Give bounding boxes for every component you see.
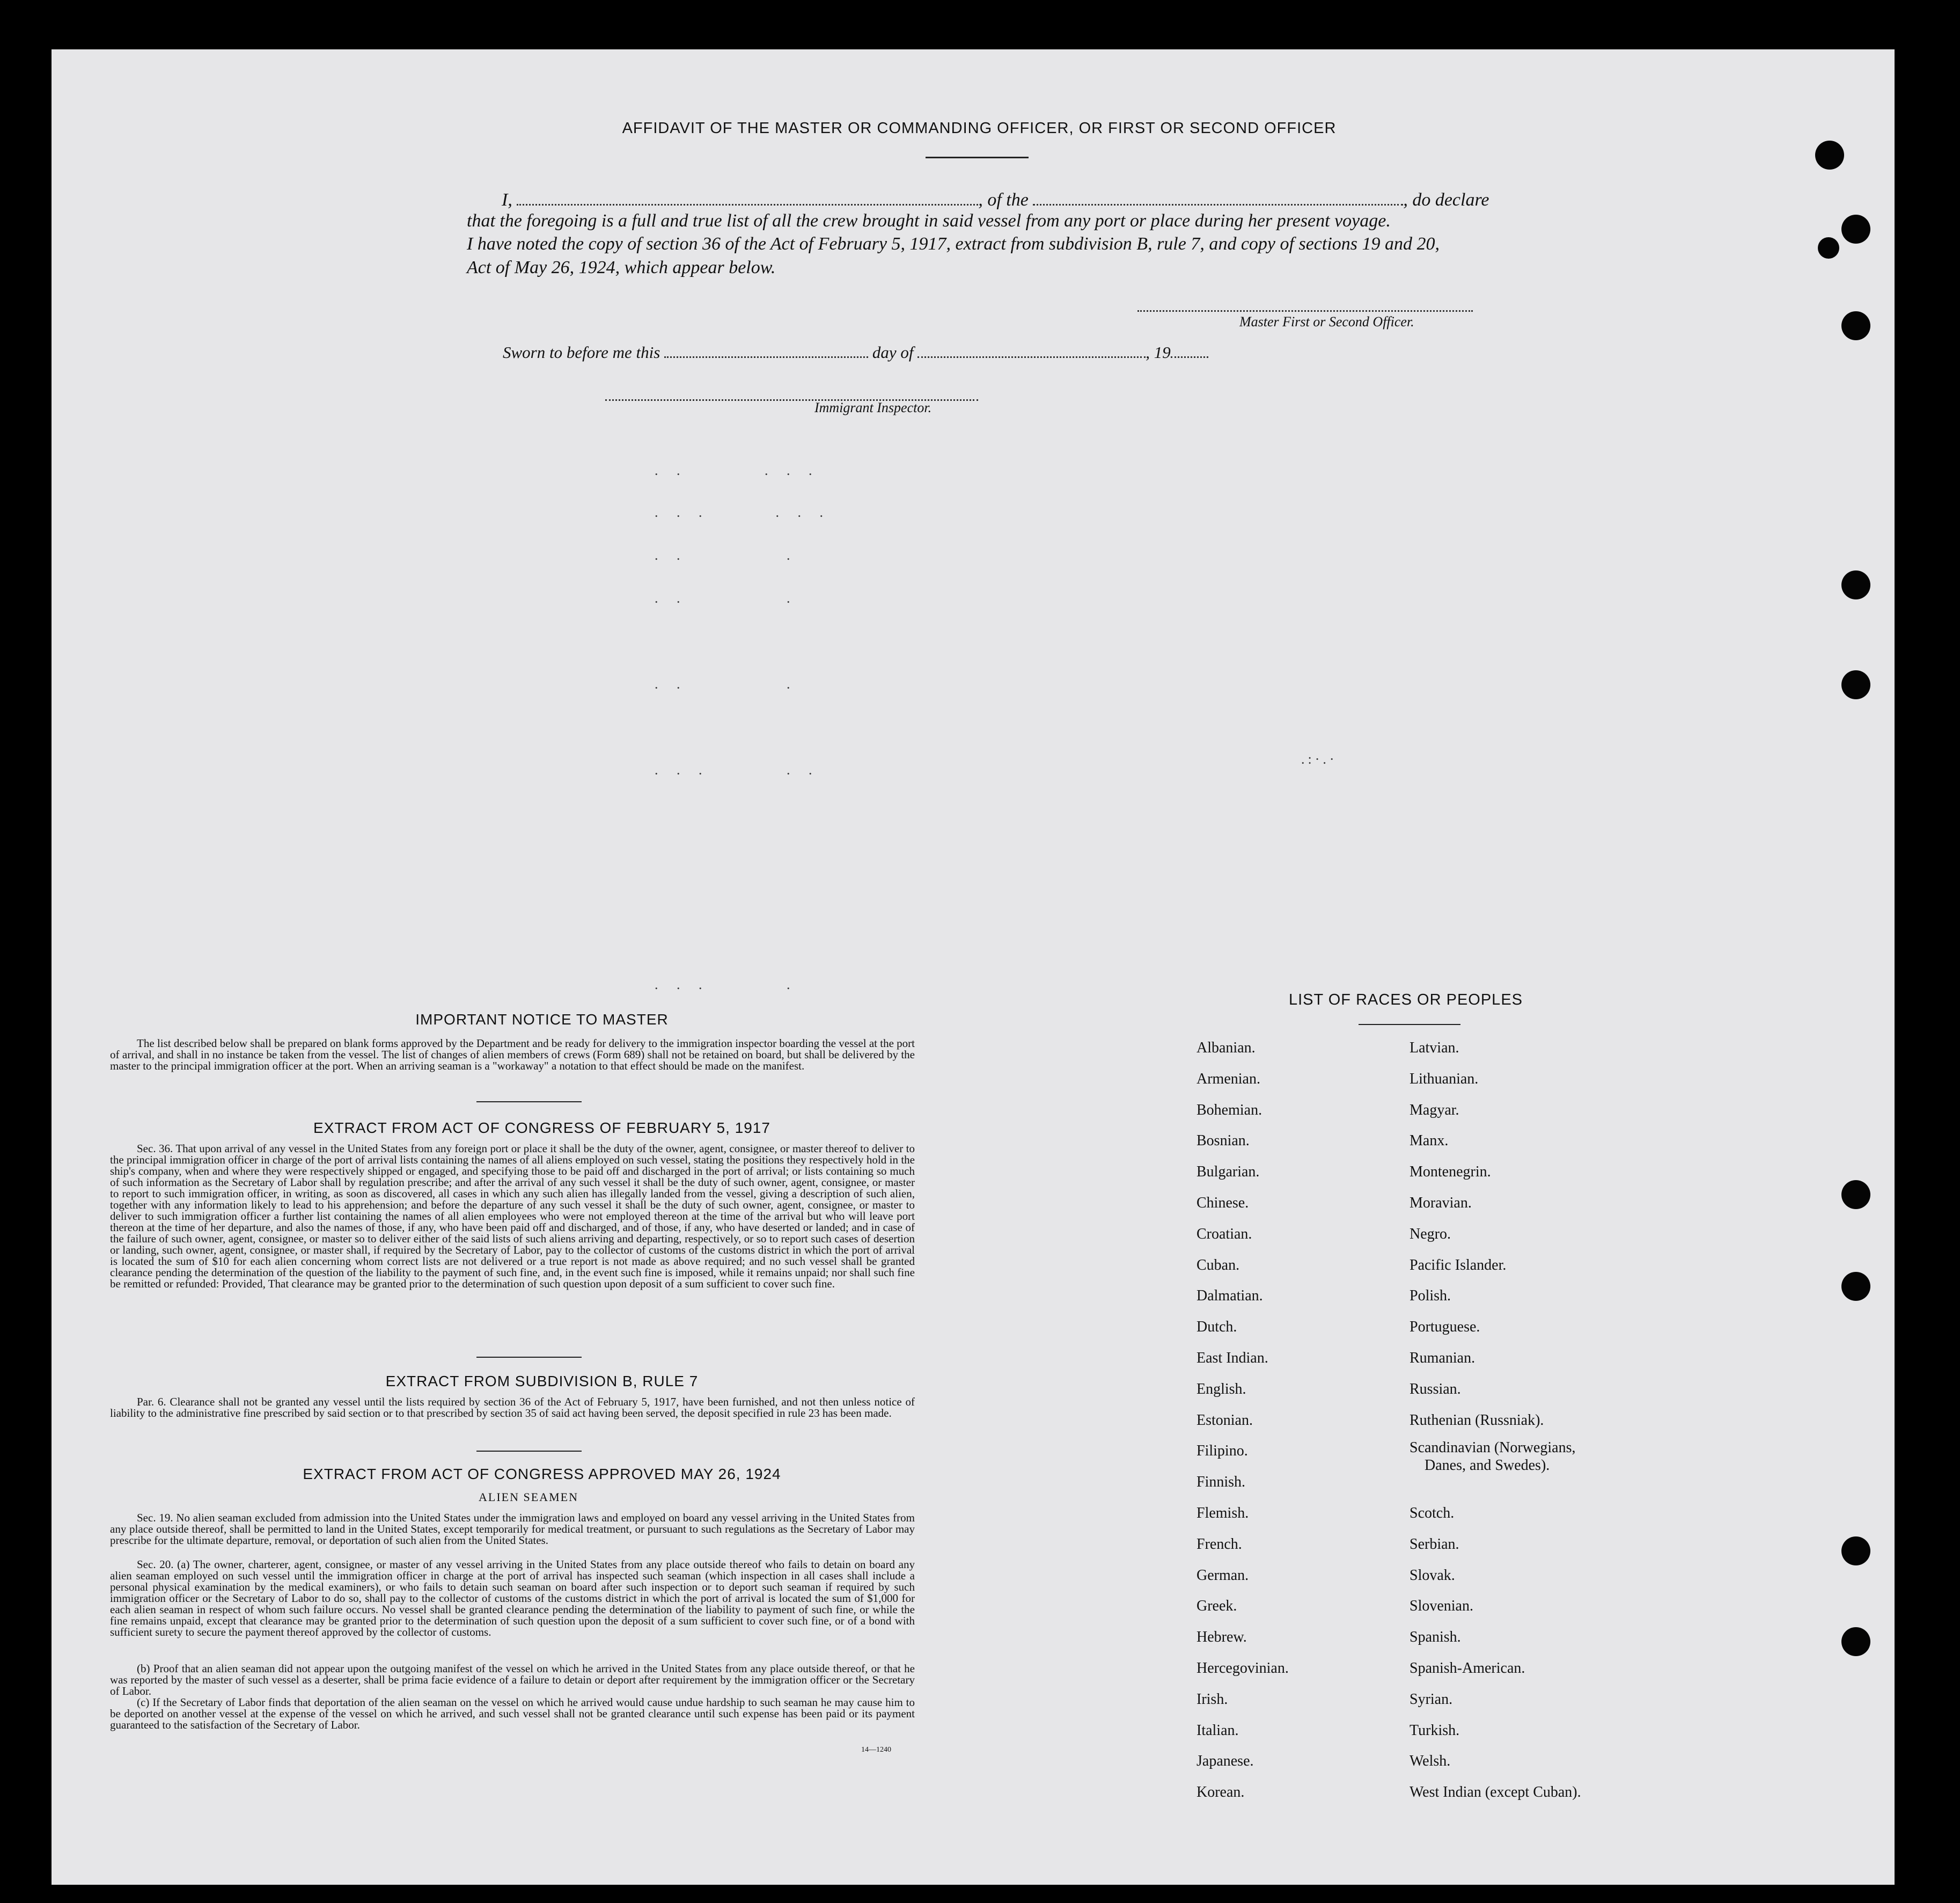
scan-specks: . . . xyxy=(655,590,798,606)
affidavit-title: AFFIDAVIT OF THE MASTER OR COMMANDING OFFICER, OR FIRST OR SECOND OFFICER xyxy=(622,120,1337,137)
affidavit-line-1 xyxy=(502,188,1489,210)
master-signature-field[interactable] xyxy=(1137,294,1473,312)
form-number: 14—1240 xyxy=(861,1746,891,1754)
race-item: Croatian. xyxy=(1196,1226,1252,1242)
scan-specks: . . . xyxy=(655,676,798,692)
race-item: Greek. xyxy=(1196,1598,1237,1614)
scan-specks: . . . . . xyxy=(655,463,820,478)
affidavit-line-4: Act of May 26, 1924, which appear below. xyxy=(467,258,776,277)
binder-hole xyxy=(1841,1180,1870,1209)
race-item: Serbian. xyxy=(1410,1536,1459,1553)
notice-body: The list described below shall be prepared on blank forms approved by the Department and be ready for delivery to the immigration inspector boarding the vessel at the port of arrival, and shall in no instance be taken from the vessel. The list of changes of alien members of crews (Form 689) shall not be retained on board, but shall be delivered by the master to the principal immigration officer at the port. When an arriving seaman is a "workaway" a notation to that effect should be made on the manifest. xyxy=(110,1037,915,1072)
race-item: Spanish. xyxy=(1410,1629,1461,1645)
scan-specks: .:·.· xyxy=(1301,751,1338,767)
notice-title: IMPORTANT NOTICE TO MASTER xyxy=(415,1011,669,1028)
race-item: Estonian. xyxy=(1196,1412,1253,1429)
race-item: Finnish. xyxy=(1196,1474,1246,1490)
extract-1924-sec19: Sec. 19. No alien seaman excluded from admission into the United States under the immigration laws and employed on board any vessel arriving in the United States from any place outside thereof, shall be permitted to land in the United States, except temporarily for medical treatment, or pursuant to such regulations as the Secretary of Labor may prescribe for the ultimate departure, removal, or deportation of such alien from the United States. xyxy=(110,1511,915,1547)
sworn-year-field[interactable] xyxy=(1171,340,1208,358)
race-item: Slovak. xyxy=(1410,1567,1455,1584)
race-item: Bosnian. xyxy=(1196,1132,1250,1149)
scan-specks: . . . . xyxy=(655,977,798,992)
race-item: Dutch. xyxy=(1196,1319,1237,1335)
affidavit-line-3: I have noted the copy of section 36 of the Act of February 5, 1917, extract from subdivision B, rule 7, and copy of sections 19 and 20, xyxy=(467,234,1440,254)
race-item: Armenian. xyxy=(1196,1071,1260,1087)
extract-1924-sec20b: (b) Proof that an alien seaman did not appear upon the outgoing manifest of the vessel on which he arrived in the United States from any place outside thereof, or that he was reported by the master of such vessel as a deserter, shall be prima facie evidence of a failure to detain or deport after requirement by the immigration officer or the Secretary of Labor. xyxy=(110,1662,915,1697)
binder-hole xyxy=(1841,215,1870,244)
sworn-day-field[interactable] xyxy=(664,340,868,358)
race-item: Rumanian. xyxy=(1410,1350,1475,1366)
scan-specks: . . . xyxy=(655,547,798,563)
race-item: Russian. xyxy=(1410,1381,1461,1397)
race-item: Danes, and Swedes). xyxy=(1425,1457,1550,1474)
sworn-end: , 19 xyxy=(1146,343,1171,362)
rule-7-body: Par. 6. Clearance shall not be granted any vessel until the lists required by section 36 of the Act of February 5, 1917, have been furnished, and not then unless notice of liability to the administrative fine prescribed by said section or to that prescribed by section 35 of said act having been served, the deposit specified in rule 23 has been made. xyxy=(110,1395,915,1419)
scan-specks: . . . . . . xyxy=(655,504,831,520)
race-item: Slovenian. xyxy=(1410,1598,1473,1614)
race-item: Filipino. xyxy=(1196,1443,1248,1459)
race-item: Syrian. xyxy=(1410,1691,1453,1708)
sworn-month-field[interactable] xyxy=(917,340,1146,358)
binder-hole xyxy=(1841,311,1870,340)
race-item: Chinese. xyxy=(1196,1195,1249,1211)
race-item: Scandinavian (Norwegians, xyxy=(1410,1439,1576,1456)
sworn-line xyxy=(503,340,1208,362)
race-item: Latvian. xyxy=(1410,1040,1459,1056)
race-item: Irish. xyxy=(1196,1691,1228,1708)
binder-hole xyxy=(1841,670,1870,699)
rule-7-title: EXTRACT FROM SUBDIVISION B, RULE 7 xyxy=(385,1373,699,1389)
binder-hole xyxy=(1841,1536,1870,1565)
binder-hole xyxy=(1841,570,1870,599)
extract-1917-body: Sec. 36. That upon arrival of any vessel in the United States from any foreign port or place it shall be the duty of the owner, agent, consignee, or master thereof to deliver to the principal immigration officer in charge of the port of arrival lists containing the names of all aliens employed on such vessel, stating the positions they respectively hold in the ship's company, when and where they were respectively shipped or engaged, and specifying those to be paid off and discharged in the port of arrival; or lists containing so much of such information as the Secretary of Labor shall by regulation prescribe; and after the arrival of any such vessel it shall be the duty of such owner, agent, consignee, or master to report to such immigration officer, in writing, as soon as discovered, all cases in which any such alien has illegally landed from the vessel, giving a description of such alien, together with any information likely to lead to his apprehension; and before the departure of any such vessel it shall be the duty of such owner, agent, consignee, or master to deliver to such immigration officer a further list containing the names of all alien employees who were not employed thereon at the time of the arrival but who will leave port thereon at the time of her departure, and also the names of those, if any, who have been paid off and discharged, and of those, if any, who have deserted or landed; and in case of the failure of such owner, agent, consignee, or master so to deliver either of the said lists of such aliens arriving and departing, respectively, or so to report such cases of desertion or landing, such owner, agent, consignee, or master shall, if required by the Secretary of Labor, pay to the collector of customs of the customs district in which the port of arrival is located the sum of $10 for each alien concerning whom correct lists are not delivered or a true report is not made as above required; and no such vessel shall be granted clearance pending the determination of the question of the liability to the payment of such fine, and, in the event such fine is imposed, while it remains unpaid; nor shall such fine be remitted or refunded: Provided, That clearance may be granted prior to the determination of such question upon deposit of a sum sufficient to cover such fine. xyxy=(110,1142,915,1290)
binder-hole xyxy=(1815,141,1844,170)
race-item: German. xyxy=(1196,1567,1249,1584)
affidavit-line-1-end: , do declare xyxy=(1403,190,1489,210)
race-item: Montenegrin. xyxy=(1410,1163,1491,1180)
race-item: Pacific Islander. xyxy=(1410,1257,1507,1273)
binder-hole xyxy=(1818,237,1839,259)
race-item: Albanian. xyxy=(1196,1040,1256,1056)
name-field[interactable] xyxy=(517,188,978,206)
race-item: Hebrew. xyxy=(1196,1629,1247,1645)
race-item: Scotch. xyxy=(1410,1505,1455,1521)
affidavit-rule xyxy=(926,157,1029,158)
affidavit-line-1-mid: , of the xyxy=(978,190,1029,210)
race-item: Dalmatian. xyxy=(1196,1287,1263,1304)
vessel-field[interactable] xyxy=(1033,188,1403,206)
race-item: Polish. xyxy=(1410,1287,1451,1304)
race-item: Manx. xyxy=(1410,1132,1449,1149)
sworn-start: Sworn to before me this xyxy=(503,343,660,362)
race-item: Turkish. xyxy=(1410,1722,1460,1739)
extract-1924-sec20a: Sec. 20. (a) The owner, charterer, agent, consignee, or master of any vessel arriving in the United States from any place outside thereof who fails to detain on board any alien seaman employed on such vessel until the immigration officer in charge at the port of arrival has inspected such seaman (which inspection in all cases shall include a personal physical examination by the medical examiners), or who fails to detain such seaman on board after such inspection or to deport such seaman if required by such immigration officer or the Secretary of Labor to do so, shall pay to the collector of customs of the customs district in which the port of arrival is located the sum of $1,000 for each alien seaman in respect of whom such failure occurs. No vessel shall be granted clearance pending the determination of the liability to payment of such fine, or while the fine remains unpaid, except that clearance may be granted prior to the determination of such question upon the deposit of a sum sufficient to cover such fine, or of a bond with sufficient surety to secure the payment thereof approved by the collector of customs. xyxy=(110,1558,915,1638)
race-item: Hercegovinian. xyxy=(1196,1660,1289,1677)
extract-1917-title: EXTRACT FROM ACT OF CONGRESS OF FEBRUARY 5, 1917 xyxy=(313,1119,770,1136)
master-signature-label: Master First or Second Officer. xyxy=(1239,314,1414,330)
extract-1924-sec20c: (c) If the Secretary of Labor finds that deportation of the alien seaman on the vessel on which he arrived would cause undue hardship to such seaman he may cause him to be deported on another vessel at the expense of the vessel on which he arrived, and such vessel shall not be granted clearance until such expense has been paid or its payment guaranteed to the satisfaction of the Secretary of Labor. xyxy=(110,1696,915,1731)
race-item: Portuguese. xyxy=(1410,1319,1480,1335)
binder-hole xyxy=(1841,1627,1870,1656)
race-item: Cuban. xyxy=(1196,1257,1240,1273)
race-item: East Indian. xyxy=(1196,1350,1268,1366)
race-item: Japanese. xyxy=(1196,1753,1254,1769)
binder-hole xyxy=(1841,1272,1870,1301)
races-rule xyxy=(1359,1024,1460,1025)
extract-1924-title: EXTRACT FROM ACT OF CONGRESS APPROVED MAY 26, 1924 xyxy=(303,1466,781,1482)
race-item: Bohemian. xyxy=(1196,1102,1262,1118)
race-item: Welsh. xyxy=(1410,1753,1451,1769)
affidavit-line-2: that the foregoing is a full and true list of all the crew brought in said vessel from any port or place during her present voyage. xyxy=(467,211,1391,231)
race-item: Bulgarian. xyxy=(1196,1163,1260,1180)
race-item: Magyar. xyxy=(1410,1102,1459,1118)
race-item: Korean. xyxy=(1196,1784,1245,1800)
race-item: French. xyxy=(1196,1536,1242,1553)
rule-7-rule xyxy=(476,1451,582,1452)
race-item: Italian. xyxy=(1196,1722,1239,1739)
inspector-label: Immigrant Inspector. xyxy=(814,400,932,415)
race-item: Negro. xyxy=(1410,1226,1451,1242)
race-item: Moravian. xyxy=(1410,1195,1472,1211)
races-title: LIST OF RACES OR PEOPLES xyxy=(1288,991,1523,1008)
scan-specks: . . . . . xyxy=(655,762,820,778)
race-item: Spanish-American. xyxy=(1410,1660,1525,1677)
sworn-mid: day of xyxy=(872,343,914,362)
inspector-signature-field[interactable] xyxy=(605,383,978,401)
race-item: Lithuanian. xyxy=(1410,1071,1479,1087)
extract-1917-rule xyxy=(476,1357,582,1358)
race-item: English. xyxy=(1196,1381,1246,1397)
race-item: Ruthenian (Russniak). xyxy=(1410,1412,1544,1429)
notice-rule xyxy=(476,1101,582,1102)
extract-1924-subtitle: ALIEN SEAMEN xyxy=(479,1490,578,1504)
affidavit-line-1-start: I, xyxy=(502,190,512,210)
race-item: West Indian (except Cuban). xyxy=(1410,1784,1581,1800)
race-item: Flemish. xyxy=(1196,1505,1249,1521)
